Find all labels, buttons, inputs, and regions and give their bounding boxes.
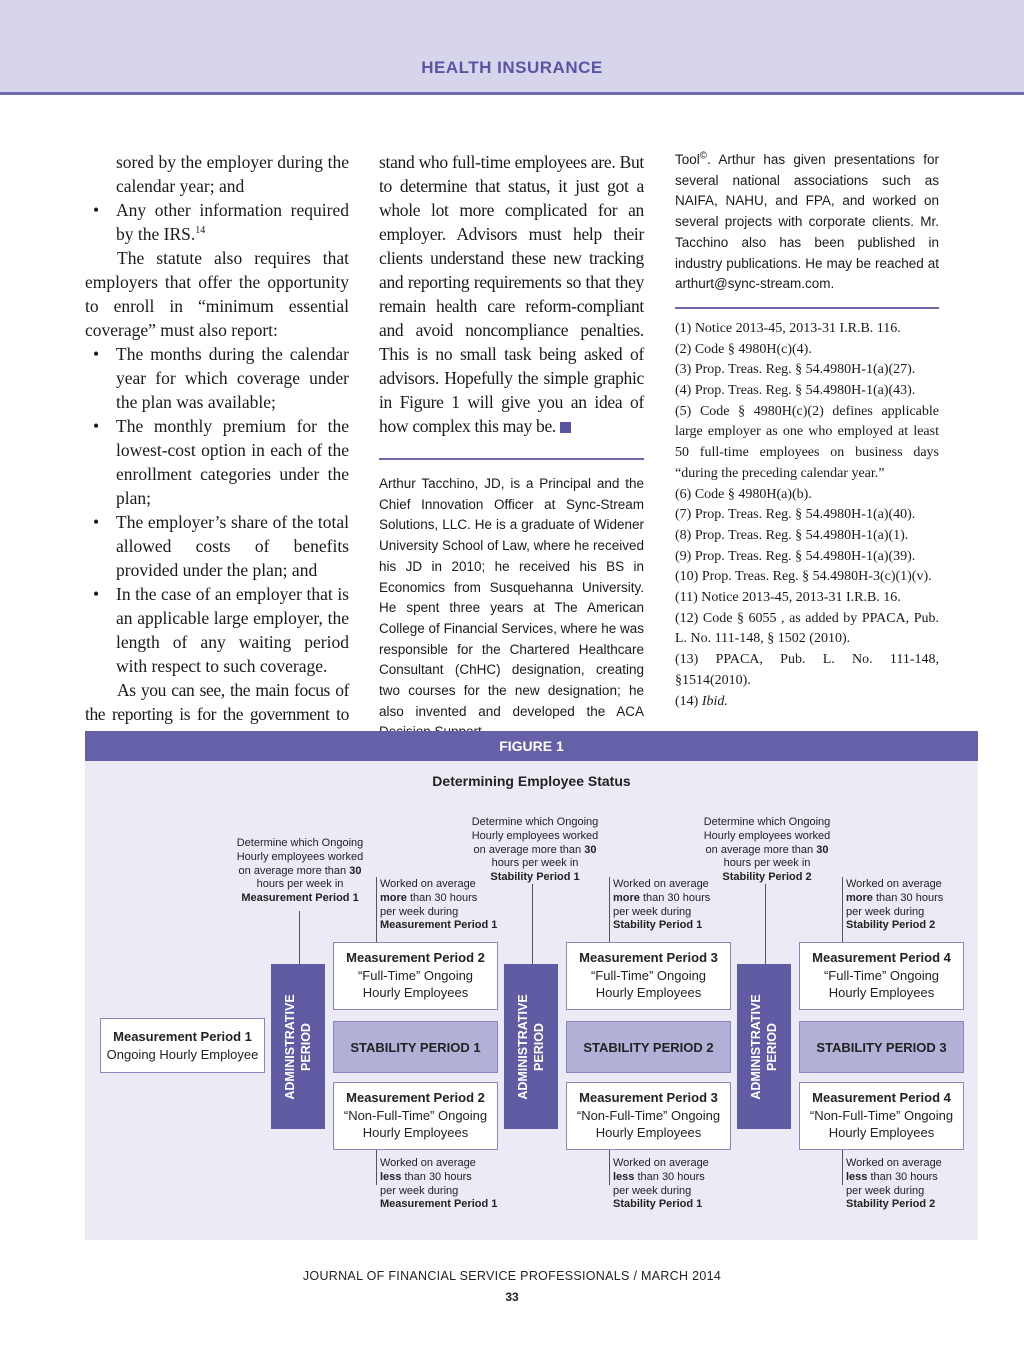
- note-line: Hourly employees worked: [471, 829, 599, 842]
- connector-line: [609, 877, 610, 942]
- note-bold: Measurement Period 1: [380, 919, 498, 932]
- note-bold: Stability Period 1: [613, 1198, 703, 1211]
- bullet-item: • The employer’s share of the total allowed costs of benefits provided under the plan; and: [85, 510, 349, 582]
- bullet-text: Any other information required by the IRS.: [116, 200, 349, 244]
- stability-period-box: STABILITY PERIOD 2: [566, 1021, 731, 1073]
- article-column-1: [85, 150, 349, 750]
- box-title: Measurement Period 1: [113, 1029, 252, 1044]
- stability-period-box: STABILITY PERIOD 3: [799, 1021, 964, 1073]
- nft-measurement-box: [566, 1082, 731, 1150]
- note-bold: more: [380, 891, 407, 904]
- ft-measurement-box: [333, 942, 498, 1010]
- endnote: (7) Prop. Treas. Reg. § 54.4980H-1(a)(40).: [675, 507, 916, 523]
- paragraph: As you can see, the main focus of the reporting is for the government to: [85, 680, 349, 724]
- box-line: Hourly Employees: [595, 985, 702, 1000]
- author-bio: Arthur Tacchino, JD, is a Principal and the Chief Innovation Officer at Sync-Stream Solutions, LLC. He is a graduate of Widener University School of Law, where he received his JD in 2010; he received his BS in Economics from Susquehanna University. He spent three years at The American College of Financial Services, where he was responsible for the Chartered Healthcare Consultant (ChHC) designation, creating two courses for the new designation; he also invented and developed the ACA: [379, 476, 644, 719]
- note-line: than 30 hours: [872, 891, 944, 904]
- box-line: “Non-Full-Time” Ongoing: [343, 1107, 488, 1123]
- admin-label: [515, 994, 547, 1099]
- paragraph: [379, 150, 644, 438]
- figure-1: [85, 731, 978, 1240]
- box-line: Hourly Employees: [595, 1125, 702, 1140]
- page-number: 33: [505, 1290, 519, 1304]
- note-bold: Stability Period 2: [846, 919, 936, 932]
- box-line: “Non-Full-Time” Ongoing: [809, 1107, 954, 1123]
- endnote: (8) Prop. Treas. Reg. § 54.4980H-1(a)(1).: [675, 527, 909, 543]
- note-line: Worked on average: [846, 878, 942, 890]
- nft-measurement-box: [333, 1082, 498, 1150]
- footnote-ref: 14: [195, 225, 206, 237]
- note-line: than 30 hours: [639, 891, 711, 904]
- note-bold: Stability Period 2: [846, 1198, 936, 1211]
- note-line: than 30 hours: [867, 1170, 938, 1183]
- admin-label-line1: ADMINISTRATIVE: [516, 993, 530, 1100]
- admin-label: [282, 994, 314, 1099]
- less-than-note: [613, 1157, 733, 1212]
- ft-measurement-box: [799, 942, 964, 1010]
- bio-text: Tool: [675, 152, 700, 167]
- less-than-note: [846, 1157, 966, 1212]
- note-bold: Stability Period 1: [490, 871, 580, 884]
- note-line: than 30 hours: [401, 1170, 472, 1183]
- nft-measurement-box: [799, 1082, 964, 1150]
- administrative-period-1: [271, 964, 325, 1129]
- flowchart: [85, 731, 978, 1240]
- note-line: per week during: [380, 1184, 459, 1197]
- more-than-note: [846, 878, 966, 933]
- note-line: Worked on average: [380, 1157, 476, 1169]
- box-line: Hourly Employees: [362, 1125, 469, 1140]
- paragraph: sored by the employer during the calendar year; and: [116, 152, 349, 196]
- ft-measurement-box: [566, 942, 731, 1010]
- note-line: hours per week in: [491, 857, 579, 870]
- box-title: Measurement Period 2: [346, 1090, 485, 1105]
- stability-period-box: STABILITY PERIOD 1: [333, 1021, 498, 1073]
- note-line: Hourly employees worked: [236, 850, 364, 863]
- box-title: Measurement Period 3: [579, 950, 718, 965]
- endnote: (12) Code § 6055 , as added by PPACA, Pub. L. No. 111-148, § 1502 (2010).: [675, 610, 939, 647]
- note-bold: 30: [816, 843, 829, 856]
- divider: [675, 307, 939, 309]
- determine-note-2: [466, 816, 604, 885]
- divider: [379, 458, 644, 460]
- connector-line: [765, 884, 766, 964]
- note-bold: 30: [584, 843, 597, 856]
- administrative-period-2: [504, 964, 558, 1129]
- note-bold: less: [380, 1170, 402, 1183]
- more-than-note: [613, 878, 733, 933]
- note-line: Determine which Ongoing: [236, 837, 364, 849]
- note-bold: 30: [349, 864, 362, 877]
- admin-label-line2: PERIOD: [299, 1022, 313, 1071]
- note-bold: Stability Period 1: [613, 919, 703, 932]
- note-line: on average more than: [705, 843, 817, 856]
- endnote: (11) Notice 2013-45, 2013-31 I.R.B. 16.: [675, 590, 901, 606]
- note-line: hours per week in: [723, 857, 811, 870]
- header-band: [0, 0, 1024, 95]
- connector-line: [376, 1150, 377, 1185]
- endnote: (5) Code § 4980H(c)(2) defines applicable large employer as one who employed at least 50 full-time employees on business days “during the preceding calendar year.”: [675, 403, 939, 481]
- box-line: Hourly Employees: [362, 985, 469, 1000]
- note-line: per week during: [846, 1184, 925, 1197]
- administrative-period-3: [737, 964, 791, 1129]
- author-bio-continued: [675, 150, 939, 295]
- note-line: per week during: [613, 905, 692, 918]
- connector-line: [532, 884, 533, 964]
- endnote: (10) Prop. Treas. Reg. § 54.4980H-3(c)(1)(v).: [675, 569, 932, 585]
- box-title: Measurement Period 4: [812, 1090, 951, 1105]
- box-title: Measurement Period 2: [346, 950, 485, 965]
- box-line: “Full-Time” Ongoing: [357, 967, 474, 983]
- section-title: HEALTH INSURANCE: [421, 58, 603, 77]
- note-line: than 30 hours: [406, 891, 478, 904]
- endnote: (2) Code § 4980H(c)(4).: [675, 341, 812, 357]
- note-bold: Measurement Period 1: [380, 1198, 498, 1211]
- endnote: [675, 692, 939, 713]
- article-column-3: [675, 150, 939, 712]
- note-line: per week during: [380, 905, 459, 918]
- paragraph-text: stand who full-time employees are. But to determine that status, it just got a whole lot more complicated for an employer. Advisors must help their clients understand these new tracking and reporting requirements so that they remain health care reform-compliant and avoid noncompliance penalties. This is no small task being asked of advisors. Hopefully the simple graphic in Figure 1 will give you an idea of how complex this may be.: [379, 152, 644, 436]
- paragraph: The statute also requires that employers that offer the opportunity to enroll in “minimum essential coverage” must also report:: [85, 248, 349, 340]
- figure-title: Determining Employee Status: [432, 773, 631, 789]
- note-line: Worked on average: [613, 878, 709, 890]
- note-bold: less: [613, 1170, 635, 1183]
- note-line: Determine which Ongoing: [471, 816, 599, 828]
- bullet-item: • In the case of an employer that is an applicable large employer, the length of any waiting period with respect to such coverage.: [85, 582, 349, 678]
- box-line: Hourly Employees: [828, 985, 935, 1000]
- endnote: (4) Prop. Treas. Reg. § 54.4980H-1(a)(43).: [675, 383, 916, 399]
- connector-line: [842, 877, 843, 942]
- note-line: hours per week in: [256, 878, 344, 891]
- endnote-prefix: (14): [675, 693, 702, 709]
- endnote: (9) Prop. Treas. Reg. § 54.4980H-1(a)(39).: [675, 548, 916, 564]
- note-line: per week during: [613, 1184, 692, 1197]
- note-line: Worked on average: [846, 1157, 942, 1169]
- note-bold: more: [613, 891, 640, 904]
- note-line: per week during: [846, 905, 925, 918]
- connector-line: [609, 1150, 610, 1185]
- copyright-symbol: ©: [699, 150, 708, 162]
- endnote: (1) Notice 2013-45, 2013-31 I.R.B. 116.: [675, 320, 901, 336]
- note-line: on average more than: [238, 864, 350, 877]
- box-title: Measurement Period 4: [812, 950, 951, 965]
- endnote: (13) PPACA, Pub. L. No. 111-148, §1514(2010).: [675, 652, 939, 688]
- box-subtitle: Ongoing Hourly Employee: [106, 1046, 259, 1062]
- admin-label: [748, 994, 780, 1099]
- bullet-item: • The months during the calendar year for which coverage under the plan was available;: [85, 342, 349, 414]
- note-line: Determine which Ongoing: [703, 816, 831, 828]
- admin-label-line2: PERIOD: [532, 1022, 546, 1071]
- less-than-note: [380, 1157, 500, 1212]
- note-line: than 30 hours: [634, 1170, 705, 1183]
- admin-label-line1: ADMINISTRATIVE: [283, 993, 297, 1100]
- box-line: “Full-Time” Ongoing: [590, 967, 707, 983]
- box-title: Measurement Period 3: [579, 1090, 718, 1105]
- note-line: Worked on average: [613, 1157, 709, 1169]
- note-bold: less: [846, 1170, 868, 1183]
- note-bold: more: [846, 891, 873, 904]
- connector-line: [299, 911, 300, 964]
- note-line: Worked on average: [380, 878, 476, 890]
- box-line: Hourly Employees: [828, 1125, 935, 1140]
- admin-label-line2: PERIOD: [765, 1022, 779, 1071]
- box-line: “Full-Time” Ongoing: [823, 967, 940, 983]
- determine-note-3: [698, 816, 836, 885]
- endnotes: [675, 319, 939, 712]
- bullet-item: [85, 198, 349, 246]
- end-of-article-icon: [560, 422, 571, 433]
- bio-text: . Arthur has given presentations for several national associations such as NAIFA, NAHU, and FPA, and worked on several projects with corporate clients. Mr. Tacchino also has been published in industry publications. He may be reached at arthurt@sync-stream.com.: [675, 152, 939, 292]
- connector-line: [376, 877, 377, 942]
- connector-line: [842, 1150, 843, 1185]
- journal-footer: JOURNAL OF FINANCIAL SERVICE PROFESSIONALS / MARCH 2014: [302, 1269, 722, 1283]
- measurement-period-1-box: [100, 1018, 265, 1073]
- endnote: (3) Prop. Treas. Reg. § 54.4980H-1(a)(27).: [675, 362, 916, 378]
- more-than-note: [380, 878, 500, 933]
- determine-note-1: [231, 837, 369, 906]
- endnote-ibid: Ibid.: [701, 693, 728, 709]
- note-bold: Measurement Period 1: [241, 892, 359, 905]
- note-line: Hourly employees worked: [703, 829, 831, 842]
- endnote: (6) Code § 4980H(a)(b).: [675, 486, 812, 502]
- box-line: “Non-Full-Time” Ongoing: [576, 1107, 721, 1123]
- figure-label: FIGURE 1: [85, 731, 978, 761]
- article-column-2: [379, 150, 644, 743]
- note-bold: Stability Period 2: [722, 871, 812, 884]
- note-line: on average more than: [473, 843, 585, 856]
- admin-label-line1: ADMINISTRATIVE: [749, 993, 763, 1100]
- bullet-item: • The monthly premium for the lowest-cost option in each of the enrollment categories under the plan;: [85, 414, 349, 510]
